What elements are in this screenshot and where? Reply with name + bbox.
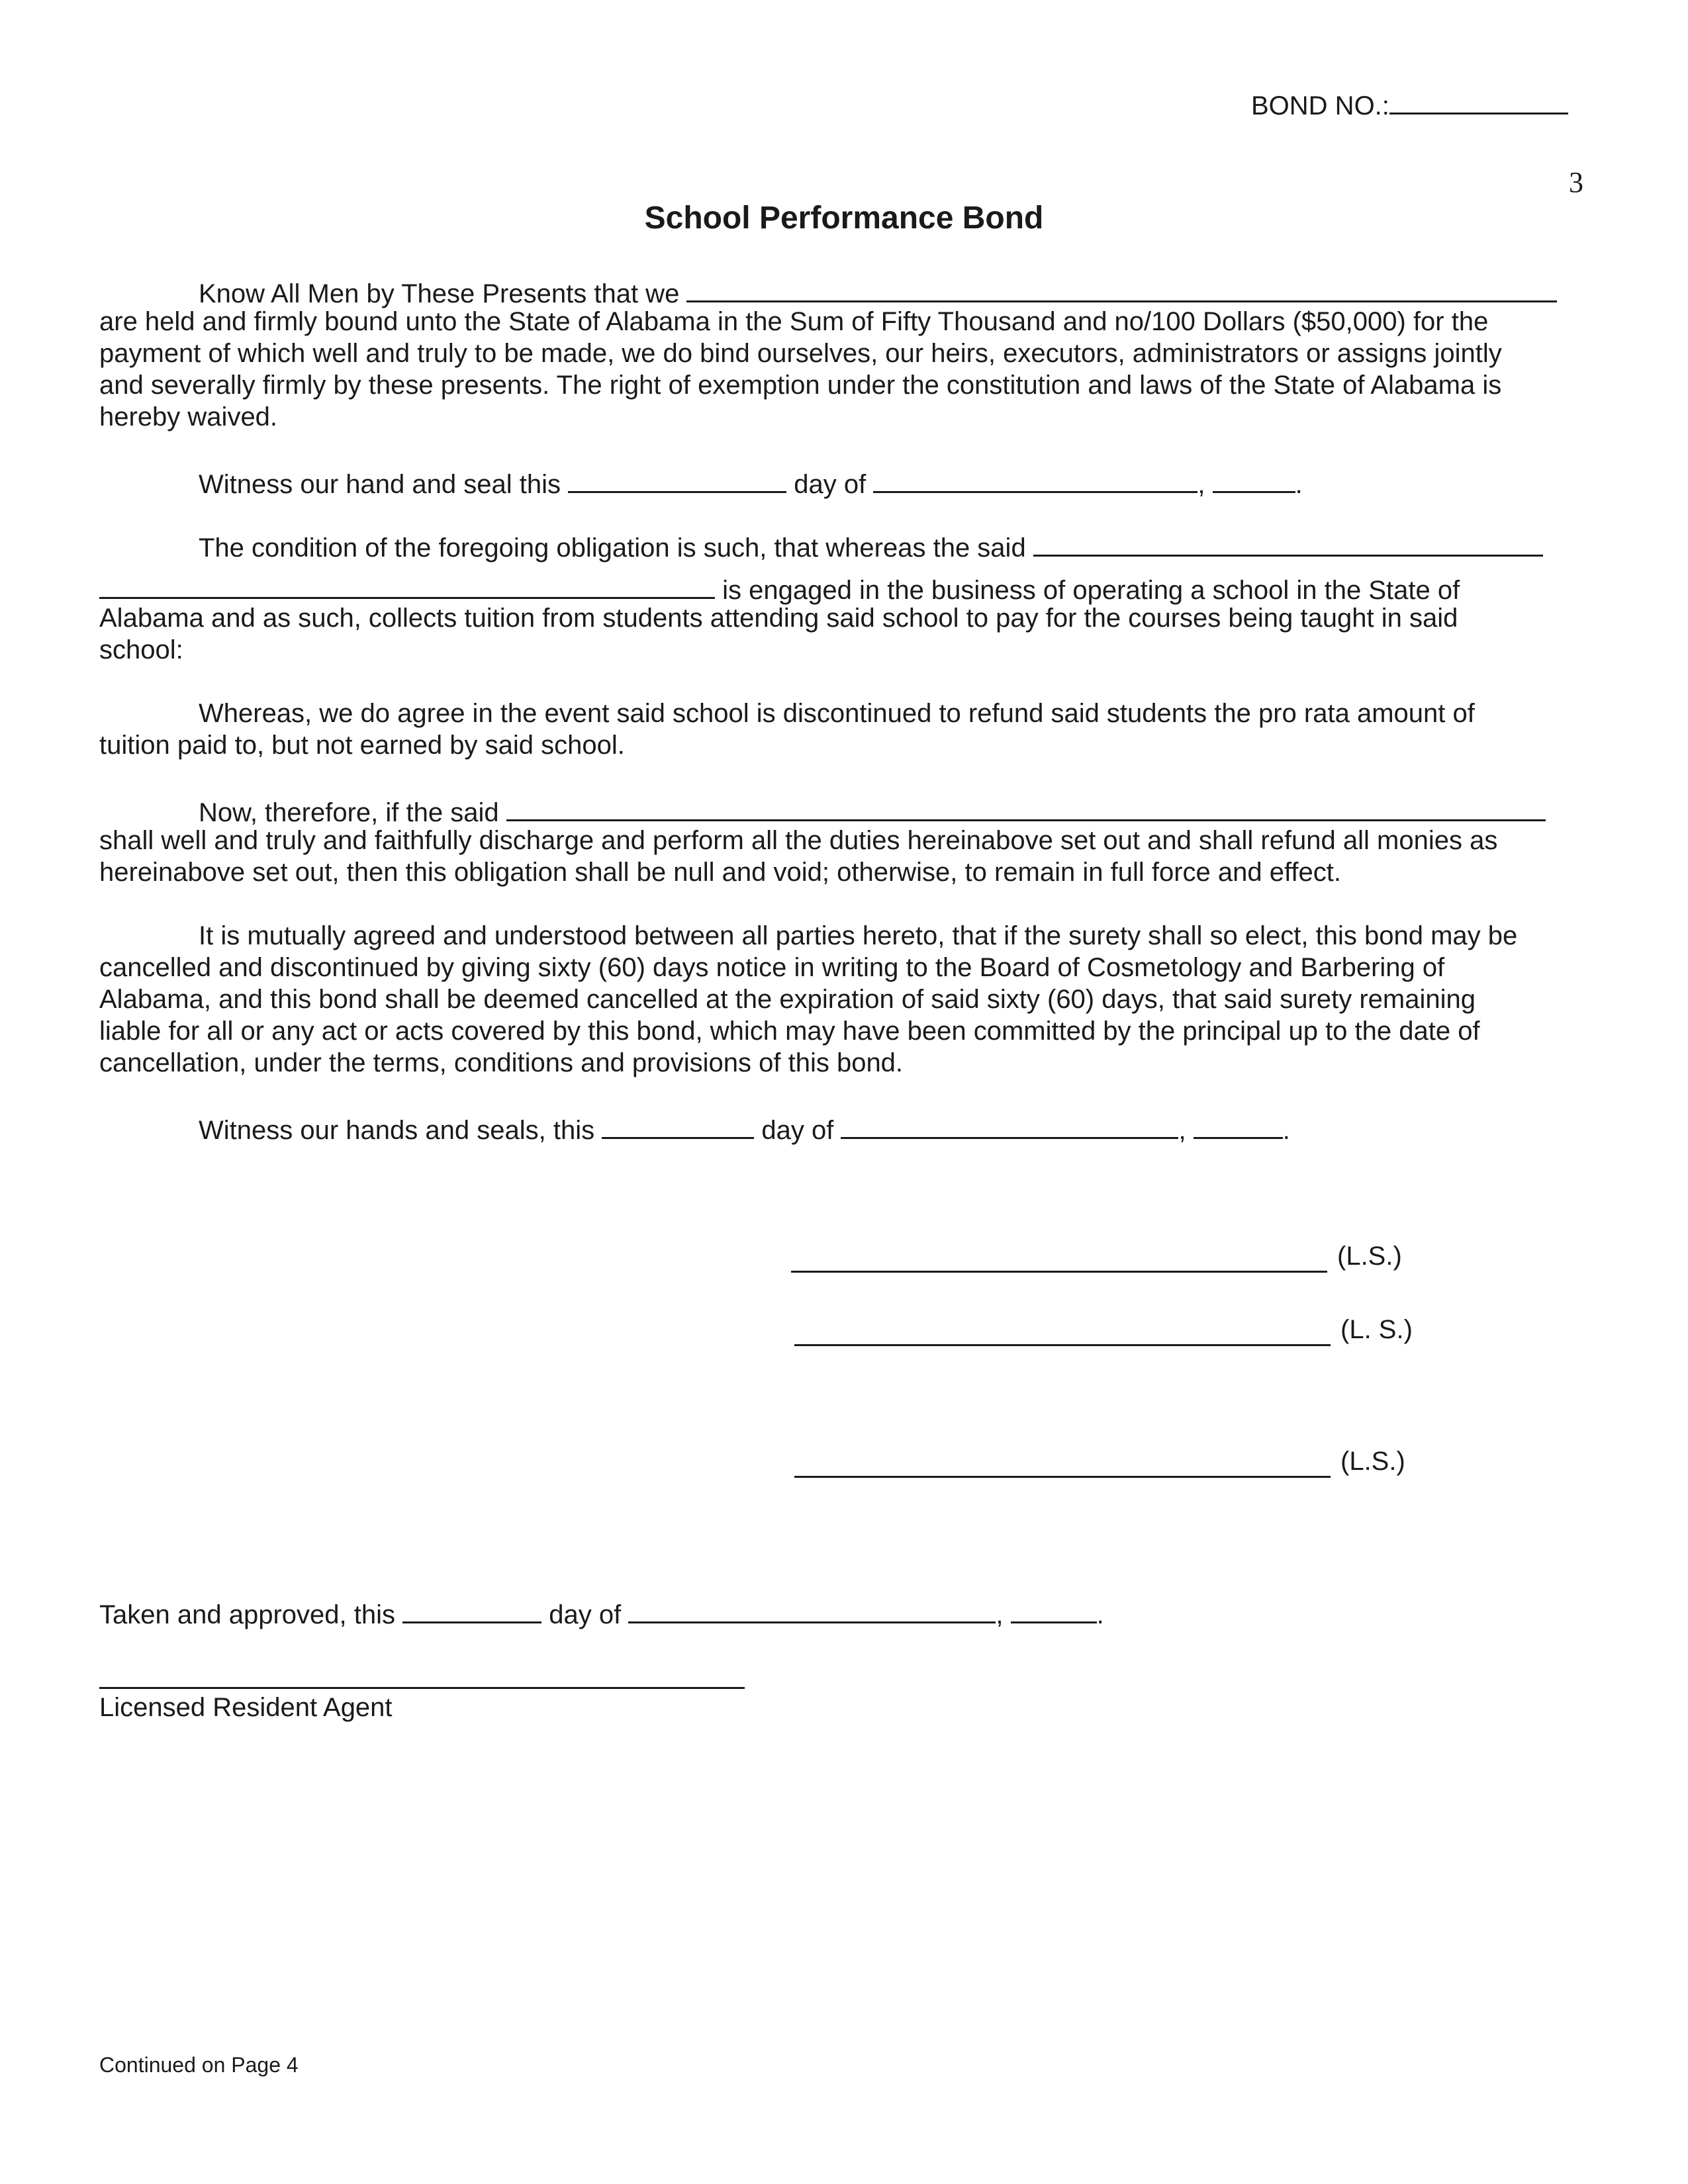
witness-2-text: Witness our hands and seals, this [199,1116,595,1145]
witness-2-dayof-text: day of [761,1116,834,1145]
paragraph-1-lead-text: Know All Men by These Presents that we [199,279,680,308]
witness-1-period: . [1295,470,1303,499]
witness-line-2 [199,1111,1290,1146]
agent-signature-line[interactable] [99,1685,745,1689]
principal-name-blank[interactable] [686,274,1557,302]
witness-2-comma: , [1178,1116,1186,1145]
paragraph-6-line-2: cancelled and discontinued by giving sixty (60) days notice in writing to the Board of Cosmetology and Barbering of [99,953,1445,982]
bond-number-blank[interactable] [1389,86,1568,114]
paragraph-5-line-3: hereinabove set out, then this obligation shall be null and void; otherwise, to remain in full force and effect. [99,858,1341,887]
witness-2-year-blank[interactable] [1194,1111,1283,1139]
paragraph-5-lead-text: Now, therefore, if the said [199,798,499,827]
signature-ls-3: (L.S.) [1340,1447,1405,1476]
paragraph-1-lead [199,274,1557,310]
paragraph-6-line-1: It is mutually agreed and understood between all parties hereto, that if the surety shall so elect, this bond may be [199,921,1518,950]
page-number: 3 [1569,166,1583,199]
approval-period: . [1096,1600,1104,1629]
witness-1-dayof-text: day of [794,470,867,499]
school-name-blank-1[interactable] [1033,528,1543,557]
approval-text: Taken and approved, this [99,1600,395,1629]
witness-2-month-blank[interactable] [841,1111,1178,1139]
paragraph-3-lead-text: The condition of the foregoing obligation is such, that whereas the said [199,533,1026,563]
witness-line-1 [199,465,1303,500]
witness-1-text: Witness our hand and seal this [199,470,561,499]
witness-1-year-blank[interactable] [1213,465,1295,493]
bond-number-field [1251,86,1568,122]
approval-month-blank[interactable] [628,1595,996,1623]
approval-day-blank[interactable] [402,1595,541,1623]
signature-line-1[interactable] [791,1269,1327,1273]
paragraph-3-lead [199,528,1543,564]
agent-label: Licensed Resident Agent [99,1693,393,1722]
approval-year-blank[interactable] [1011,1595,1097,1623]
witness-2-period: . [1282,1116,1290,1145]
signature-line-3[interactable] [794,1474,1331,1478]
continued-note: Continued on Page 4 [99,2053,299,2077]
witness-1-day-blank[interactable] [568,465,786,493]
paragraph-6-line-3: Alabama, and this bond shall be deemed cancelled at the expiration of said sixty (60) days, that said surety remaining [99,985,1476,1014]
witness-1-month-blank[interactable] [873,465,1197,493]
witness-2-day-blank[interactable] [602,1111,754,1139]
school-name-blank-3[interactable] [506,793,1546,821]
paragraph-5-lead [199,793,1546,829]
paragraph-5-line-2: shall well and truly and faithfully discharge and perform all the duties hereinabove set out and shall refund all monies as [99,826,1498,855]
paragraph-6-line-4: liable for all or any act or acts covered by this bond, which may have been committed by the principal up to the date of [99,1017,1480,1046]
paragraph-1-line-4: and severally firmly by these presents. The right of exemption under the constitution and laws of the State of Alabama is [99,371,1502,400]
paragraph-1-line-5: hereby waived. [99,402,278,432]
paragraph-1-line-3: payment of which well and truly to be made, we do bind ourselves, our heirs, executors, administrators or assigns jointly [99,339,1502,368]
approval-dayof-text: day of [549,1600,622,1629]
paragraph-3-line-2 [99,570,1460,606]
paragraph-4-line-2: tuition paid to, but not earned by said school. [99,731,625,760]
witness-1-comma: , [1197,470,1205,499]
paragraph-3-line-4: school: [99,635,183,664]
page-title: School Performance Bond [644,201,1044,236]
school-name-blank-2[interactable] [99,570,715,599]
paragraph-6-line-5: cancellation, under the terms, conditions and provisions of this bond. [99,1048,904,1077]
paragraph-4-line-1: Whereas, we do agree in the event said school is discontinued to refund said students the pro rata amount of [199,699,1475,728]
paragraph-1-line-2: are held and firmly bound unto the State of Alabama in the Sum of Fifty Thousand and no/100 Dollars ($50,000) for the [99,307,1489,336]
signature-ls-1: (L.S.) [1337,1242,1402,1271]
paragraph-3-line-3: Alabama and as such, collects tuition from students attending said school to pay for the courses being taught in said [99,604,1458,633]
signature-line-2[interactable] [794,1342,1331,1346]
bond-number-label: BOND NO.: [1251,91,1389,120]
signature-ls-2: (L. S.) [1340,1315,1413,1344]
approval-comma: , [996,1600,1004,1629]
approval-line [99,1595,1104,1631]
paragraph-3-line-2-text: is engaged in the business of operating a school in the State of [722,576,1460,605]
